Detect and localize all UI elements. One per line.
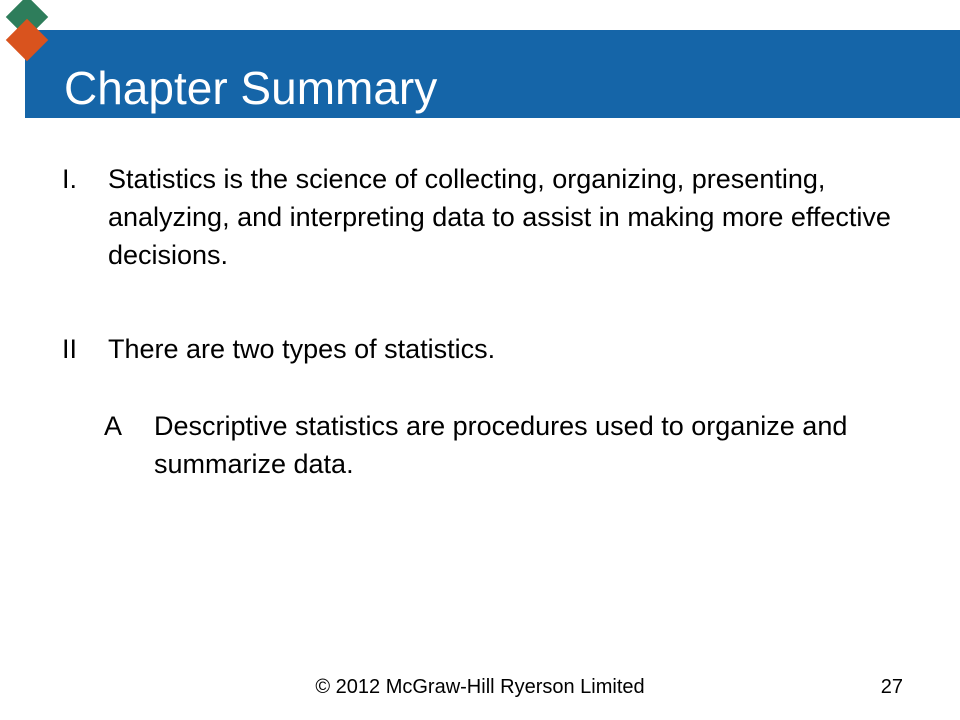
summary-item-2-text: There are two types of statistics. (108, 334, 496, 364)
summary-item-1 (62, 160, 902, 274)
footer-copyright: © 2012 McGraw-Hill Ryerson Limited (315, 676, 645, 698)
summary-item-1-marker: I. (62, 164, 78, 194)
summary-item-2-marker: II (62, 334, 78, 364)
summary-item-2 (62, 330, 902, 368)
summary-subitem-a-marker: A (104, 411, 123, 441)
page-number: 27 (880, 676, 903, 698)
slide-title: Chapter Summary (64, 62, 438, 114)
summary-subitem-a-text: Descriptive statistics are procedures used to organize and summarize data. (154, 411, 848, 479)
summary-item-1-text: Statistics is the science of collecting, organizing, presenting, analyzing, and interpreting data to assist in making more effective decisions. (108, 164, 891, 270)
summary-subitem-a (104, 407, 884, 483)
